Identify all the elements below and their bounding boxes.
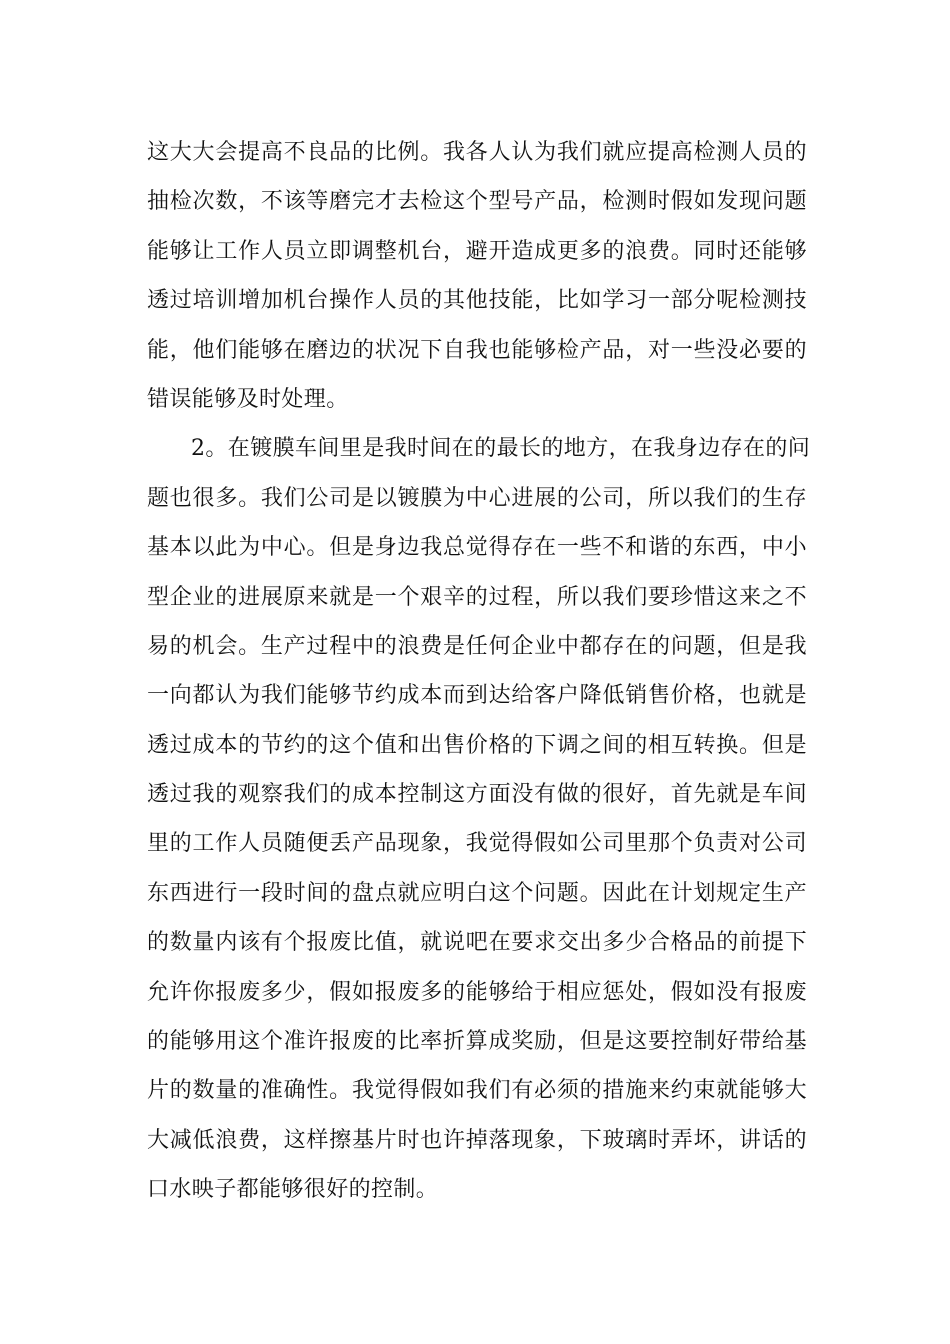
text-line: 这大大会提高不良品的比例。我各人认为我们就应提高检测人员的 xyxy=(147,140,807,165)
text-line: 大减低浪费，这样擦基片时也许掉落现象，下玻璃时弄坏，讲话的 xyxy=(147,1127,807,1153)
text-line: 里的工作人员随便丢产品现象，我觉得假如公司里那个负责对公司 xyxy=(147,831,807,857)
text-line: 基本以此为中心。但是身边我总觉得存在一些不和谐的东西，中小 xyxy=(147,535,807,561)
text-line: 透过培训增加机台操作人员的其他技能，比如学习一部分呢检测技 xyxy=(147,288,807,314)
text-line: 易的机会。生产过程中的浪费是任何企业中都存在的问题，但是我 xyxy=(147,633,807,659)
text-line: 型企业的进展原来就是一个艰辛的过程，所以我们要珍惜这来之不 xyxy=(147,584,807,610)
document-body xyxy=(147,128,811,1215)
text-line: 口水映子都能够很好的控制。 xyxy=(147,1177,439,1203)
text-line: 透过我的观察我们的成本控制这方面没有做的很好，首先就是车间 xyxy=(147,782,807,808)
text-line: 的能够用这个准许报废的比率折算成奖励，但是这要控制好带给基 xyxy=(147,1029,807,1055)
text-line: 东西进行一段时间的盘点就应明白这个问题。因此在计划规定生产 xyxy=(147,880,807,906)
paragraph-2 xyxy=(147,424,811,1214)
text-line: 能够让工作人员立即调整机台，避开造成更多的浪费。同时还能够 xyxy=(147,238,807,264)
text-line: 透过成本的节约的这个值和出售价格的下调之间的相互转换。但是 xyxy=(147,732,807,758)
text-line: 抽检次数，不该等磨完才去检这个型号产品，检测时假如发现问题 xyxy=(147,189,807,215)
text-line: 的数量内该有个报废比值，就说吧在要求交出多少合格品的前提下 xyxy=(147,930,807,956)
text-line: 允许你报废多少，假如报废多的能够给于相应惩处，假如没有报废 xyxy=(147,979,807,1005)
text-line: 2。在镀膜车间里是我时间在的最长的地方，在我身边存在的问 xyxy=(191,436,811,462)
text-line: 题也很多。我们公司是以镀膜为中心进展的公司，所以我们的生存 xyxy=(147,485,807,511)
text-line: 能，他们能够在磨边的状况下自我也能够检产品，对一些没必要的 xyxy=(147,337,807,363)
text-line: 错误能够及时处理。 xyxy=(147,386,349,412)
text-line: 片的数量的准确性。我觉得假如我们有必须的措施来约束就能够大 xyxy=(147,1078,807,1104)
text-line: 一向都认为我们能够节约成本而到达给客户降低销售价格，也就是 xyxy=(147,683,807,709)
paragraph-1 xyxy=(147,128,807,424)
